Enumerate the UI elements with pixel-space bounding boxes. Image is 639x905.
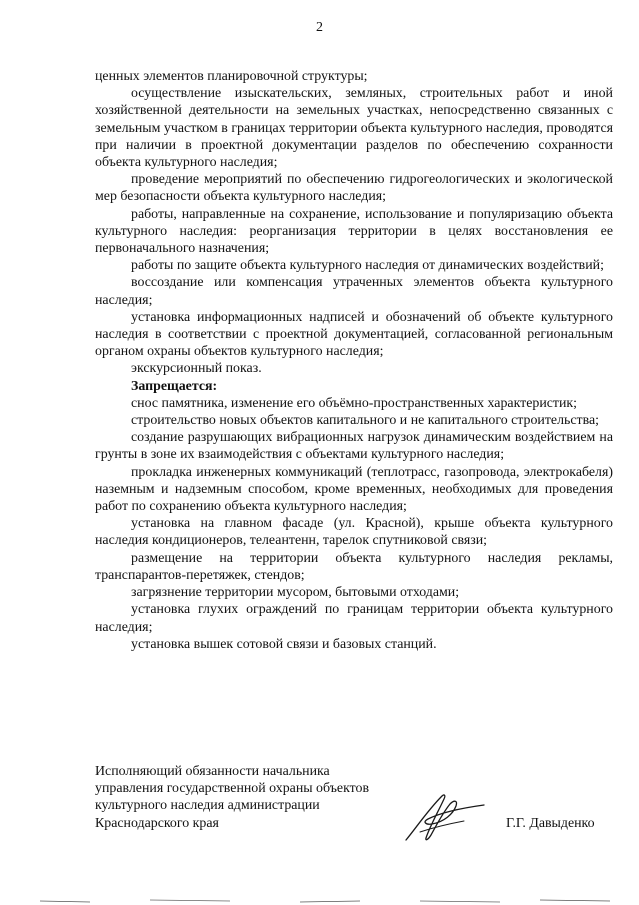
paragraph: загрязнение территории мусором, бытовыми отходами; xyxy=(131,585,460,601)
paragraph: проведение мероприятий по обеспечению гидрогеологических и экологической мер безопасности объекта культурного наследия; xyxy=(95,172,613,205)
paragraph: работы по защите объекта культурного наследия от динамических воздействий; xyxy=(131,258,604,274)
signer-name: Г.Г. Давыденко xyxy=(506,816,595,831)
paragraph: прокладка инженерных коммуникаций (теплотрасс, газопровода, электрокабеля) наземным и надземным способом, кроме временных, необходимых для проведения работ по сохранению объекта культурного наследия; xyxy=(95,464,613,515)
scan-edge-marks xyxy=(0,896,639,905)
paragraph: осуществление изыскательских, земляных, строительных работ и иной хозяйственной деятельности на земельных участках, непосредственно связанных с земельным участком в границах территории объекта культурного наследия, проводятся при наличии в проектной документации разделов по обеспечению сохранности объекта культурного наследия; xyxy=(95,86,613,171)
paragraph: размещение на территории объекта культурного наследия рекламы, транспарантов-перетяжек, стендов; xyxy=(95,550,613,583)
paragraph: установка вышек сотовой связи и базовых станций. xyxy=(131,636,437,652)
paragraph: экскурсионный показ. xyxy=(131,361,262,377)
paragraph: установка информационных надписей и обозначений об объекте культурного наследия в соответствии с проектной документацией, согласованной региональным органом охраны объектов культурного наследия; xyxy=(95,309,613,360)
paragraph: установка на главном фасаде (ул. Красной), крыше объекта культурного наследия кондиционеров, телеантенн, тарелок спутниковой связи; xyxy=(95,516,613,549)
paragraph: ценных элементов планировочной структуры; xyxy=(95,69,368,84)
position-line: Краснодарского края xyxy=(95,815,219,831)
position-line: Исполняющий обязанности начальника xyxy=(95,764,330,779)
page-number: 2 xyxy=(316,20,323,35)
position-line: культурного наследия администрации xyxy=(95,798,320,814)
paragraph: воссоздание или компенсация утраченных элементов объекта культурного наследия; xyxy=(95,275,613,308)
paragraph: работы, направленные на сохранение, использование и популяризацию объекта культурного наследия: реорганизация территории в целях восстановления ее первоначального назначения; xyxy=(95,206,613,257)
position-line: управления государственной охраны объектов xyxy=(95,781,370,797)
paragraph: создание разрушающих вибрационных нагрузок динамическим воздействием на грунты в зоне их взаимодействия с объектами культурного наследия; xyxy=(95,430,613,463)
document-body xyxy=(95,68,613,653)
paragraph: снос памятника, изменение его объёмно-пространственных характеристик; xyxy=(131,395,578,411)
paragraph: установка глухих ограждений по границам территории объекта культурного наследия; xyxy=(95,602,613,635)
handwritten-signature xyxy=(398,788,488,848)
paragraph: строительство новых объектов капитального и не капитального строительства; xyxy=(131,413,599,429)
signatory-position xyxy=(95,763,425,832)
section-heading: Запрещается: xyxy=(131,378,218,394)
